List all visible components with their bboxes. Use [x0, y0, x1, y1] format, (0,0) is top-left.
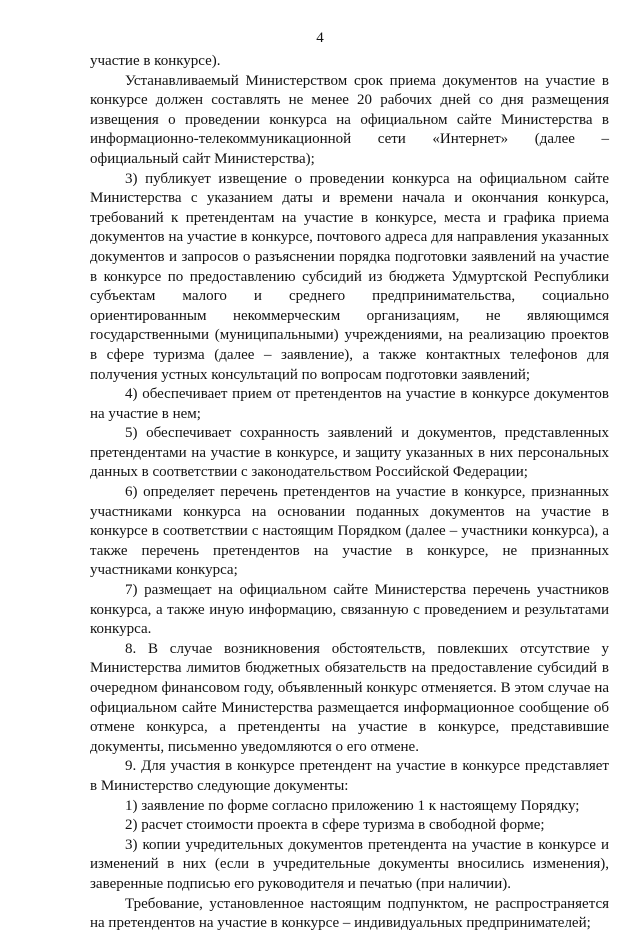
paragraph-item-7: 7) размещает на официальном сайте Министерства перечень участников конкурса, а также иную информацию, связанную с проведением и результатами конкурса.: [90, 582, 609, 638]
paragraph-requirement: Требование, установленное настоящим подпунктом, не распространяется на претендентов на участие в конкурсе – индивидуальных предпринимателей;: [90, 895, 609, 932]
paragraph-doc-3: 3) копии учредительных документов претендента на участие в конкурсе и изменений в них (если в учредительные документы вносились изменения), заверенные подписью его руководителя и печатью (при наличии).: [90, 836, 609, 892]
paragraph-doc-2: 2) расчет стоимости проекта в сфере туризма в свободной форме;: [125, 817, 545, 834]
paragraph-doc-1: 1) заявление по форме согласно приложению 1 к настоящему Порядку;: [125, 797, 580, 814]
paragraph-continuation: участие в конкурсе).: [90, 53, 221, 69]
paragraph-item-3: 3) публикует извещение о проведении конкурса на официальном сайте Министерства с указанием даты и времени начала и окончания конкурса, требований к претендентам на участие в конкурсе, места и графика приема документов на участие в конкурсе, почтового адреса для направления указанных документов и запросов о разъяснении порядка подготовки заявлений на участие в конкурсе по предоставлению субсидий из бюджета Удмуртской Республики субъектам малого и среднего предпринимательства, социально ориентированным некоммерческим организациям, не являющимся государственными (муниципальными) учреждениями, на реализацию проектов в сфере туризма (далее – заявление), а также контактных телефонов для получения устных консультаций по вопросам подготовки заявлений;: [90, 170, 609, 383]
paragraph-item-5: 5) обеспечивает сохранность заявлений и документов, представленных претендентами на участие в конкурсе, и защиту указанных в них персональных данных в соответствии с законодательством Российской Федерации;: [90, 425, 609, 481]
document-body: [90, 52, 609, 934]
paragraph-item-6: 6) определяет перечень претендентов на участие в конкурсе, признанных участниками конкурса на основании поданных документов на участие в конкурсе в соответствии с настоящим Порядком (далее – участники конкурса), а также перечень претендентов на участие в конкурсе, не признанных участниками конкурса;: [90, 484, 609, 579]
paragraph-item-4: 4) обеспечивает прием от претендентов на участие в конкурсе документов на участие в нем;: [90, 386, 609, 422]
paragraph-section-8: 8. В случае возникновения обстоятельств, повлекших отсутствие у Министерства лимитов бюджетных обязательств на предоставление субсидий в очередном финансовом году, объявленный конкурс отменяется. В этом случае на официальном сайте Министерства размещается информационное сообщение об отмене конкурса, а претенденты на участие в конкурсе, представившие документы, письменно уведомляются о его отмене.: [90, 640, 609, 755]
paragraph-section-9: 9. Для участия в конкурсе претендент на участие в конкурсе представляет в Министерство следующие документы:: [90, 758, 609, 794]
paragraph-deadline: Устанавливаемый Министерством срок приема документов на участие в конкурсе должен составлять не менее 20 рабочих дней со дня размещения извещения о проведении конкурса на официальном сайте Министерства в информационно-телекоммуникационной сети «Интернет» (далее – официальный сайт Министерства);: [90, 72, 609, 167]
page-number: 4: [316, 30, 324, 46]
